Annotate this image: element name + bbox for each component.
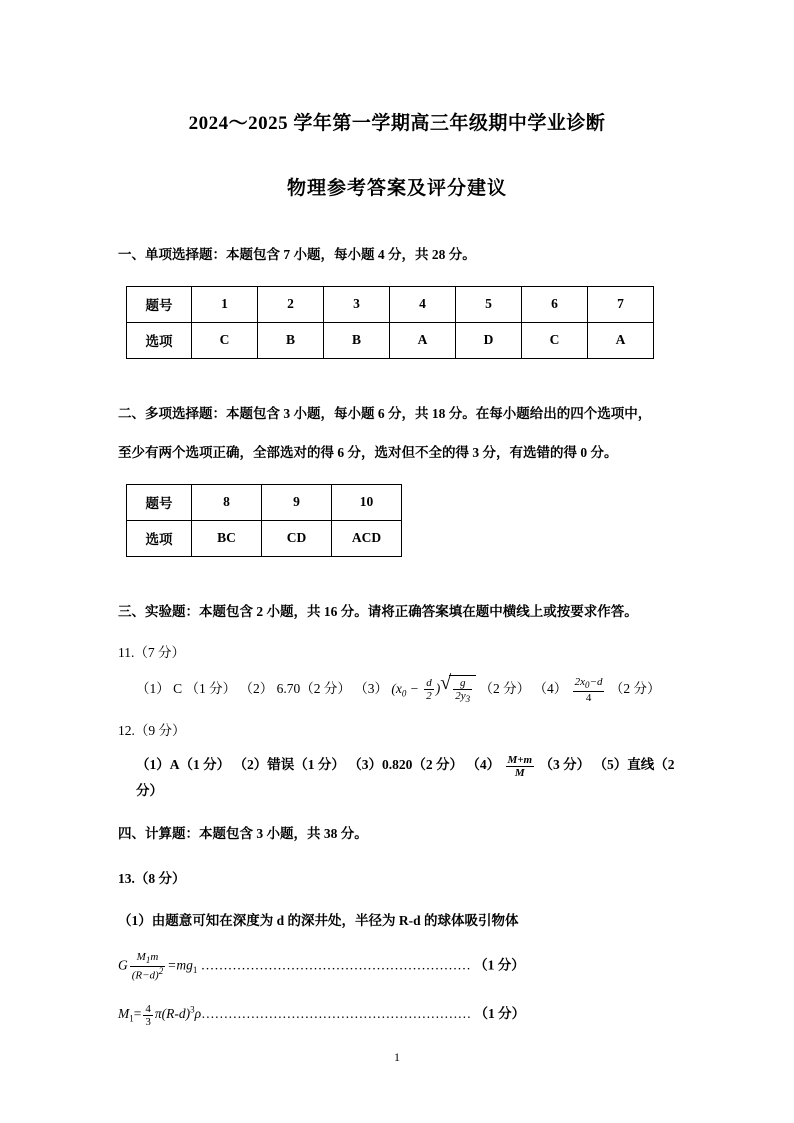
q12-part4 (466, 753, 593, 779)
table-row (127, 484, 402, 520)
eq2-rho: ρ (194, 1006, 202, 1022)
frac-den (453, 690, 472, 705)
q11-part1: （1） C （1 分） (136, 681, 237, 697)
row-label-answer: 选项 (127, 520, 192, 556)
frac-den-text: 2y (455, 689, 466, 702)
frac-num-sub: 1 (145, 955, 151, 966)
answer-5: D (456, 322, 522, 358)
question-11-answers (118, 675, 676, 705)
question-13-equation-2 (118, 1000, 676, 1029)
section-heading-multi-choice-line1: 二、多项选择题：本题包含 3 小题，每小题 6 分，共 18 分。在每小题给出的四个选项中， (118, 405, 652, 421)
answer-8: BC (192, 520, 262, 556)
multi-choice-answer-table (126, 484, 402, 557)
eq2-pi-term: π(R-d) (154, 1006, 191, 1022)
page-title: 2024～2025 学年第一学期高三年级期中学业诊断 (188, 113, 606, 134)
page-subtitle: 物理参考答案及评分建议 (286, 178, 507, 199)
q11-part3-score: （2 分） (479, 681, 531, 697)
answer-6: C (522, 322, 588, 358)
frac-num-rest: −d (589, 675, 603, 688)
q-num-3: 3 (324, 286, 390, 322)
question-11-label: 11.（7 分） (118, 644, 185, 660)
single-choice-answer-table (126, 286, 654, 359)
row-label-question-number: 题号 (127, 484, 192, 520)
fraction-M-plus-m-over-M (506, 754, 535, 779)
answer-4: A (390, 322, 456, 358)
eq2-sup: 3 (190, 1004, 195, 1015)
answer-2: B (258, 322, 324, 358)
frac-num (573, 676, 605, 692)
section-heading-multi-choice-line2: 至少有两个选项正确，全部选对的得 6 分，选对但不全的得 3 分，有选错的得 0 分。 (118, 445, 618, 461)
frac-num: d (426, 677, 432, 690)
expr-close: ) (435, 681, 441, 697)
q11-part4-prefix: （4） (533, 681, 568, 697)
answer-10: ACD (332, 520, 402, 556)
frac-den: 3 (145, 1015, 151, 1028)
frac-num-sub: 0 (585, 680, 590, 691)
frac-den (130, 967, 165, 982)
eq1-tail-sub: 1 (192, 965, 198, 976)
answer-9: CD (262, 520, 332, 556)
eq1-dots: …………………………………………………… (200, 957, 471, 973)
frac-num-text: 2x (574, 675, 586, 688)
frac-num: M+m (507, 753, 533, 766)
q12-part4-score: （3 分） (539, 757, 591, 773)
q-num-5: 5 (456, 286, 522, 322)
question-13-line1: （1）由题意可知在深度为 d 的深井处，半径为 R-d 的球体吸引物体 (118, 913, 519, 929)
eq2-lead-sub: 1 (129, 1013, 134, 1024)
q11-part3-prefix: （3） (354, 681, 389, 697)
fraction-2x0-minus-d-over-4 (573, 676, 605, 704)
frac-den-sup: 2 (158, 966, 164, 977)
section-heading-experiment: 三、实验题：本题包含 2 小题，共 16 分。请将正确答案填在题中横线上或按要求作答。 (118, 603, 638, 619)
frac-num: 4 (145, 1002, 151, 1015)
expr-sub: 0 (401, 688, 407, 699)
row-label-question-number: 题号 (127, 286, 192, 322)
answer-1: C (192, 322, 258, 358)
eq2-equals: = (133, 1006, 142, 1022)
q-num-7: 7 (588, 286, 654, 322)
q-num-8: 8 (192, 484, 262, 520)
q11-part3 (354, 676, 533, 705)
eq1-lead: G (118, 957, 128, 973)
q-num-9: 9 (262, 484, 332, 520)
q11-part2: （2） 6.70（2 分） (239, 681, 351, 697)
frac-den: 2 (426, 690, 432, 703)
page-number: 1 (394, 1050, 400, 1064)
q12-part4-prefix: （4） (466, 757, 501, 773)
eq2-lead: M (118, 1006, 130, 1022)
frac-den-sub: 3 (465, 694, 471, 705)
eq1-tail: =mg (167, 957, 193, 973)
question-12-answers (118, 753, 676, 803)
sqrt-g-over-2y3 (440, 675, 476, 705)
answer-7: A (588, 322, 654, 358)
answer-3: B (324, 322, 390, 358)
q-num-10: 10 (332, 484, 402, 520)
frac-den: 4 (585, 691, 592, 704)
question-13-equation-1 (118, 951, 676, 982)
q12-part2: （2）错误（1 分） (233, 757, 345, 773)
row-label-answer: 选项 (127, 322, 192, 358)
q11-part4-score: （2 分） (609, 681, 661, 697)
q12-part5: （5）直线（2 分） (136, 757, 675, 798)
fraction-M1m-over-R-minus-d-squared (130, 951, 165, 982)
question-12-label: 12.（9 分） (118, 723, 186, 739)
q11-part3-expression (391, 676, 479, 705)
q-num-4: 4 (390, 286, 456, 322)
expr-left: (x (391, 681, 402, 697)
frac-num: √ g (453, 677, 472, 690)
q11-part4 (533, 675, 661, 704)
q12-part1: （1）A（1 分） (136, 757, 231, 773)
frac-den-text: (R−d) (131, 970, 159, 983)
expr-minus: − (409, 681, 419, 697)
table-row (127, 286, 654, 322)
question-13-label: 13.（8 分） (118, 870, 186, 886)
q-num-1: 1 (192, 286, 258, 322)
fraction-d-over-2 (424, 677, 434, 702)
table-row (127, 322, 654, 358)
section-heading-single-choice: 一、单项选择题：本题包含 7 小题，每小题 4 分，共 28 分。 (118, 247, 476, 262)
eq1-score: （1 分） (474, 957, 525, 973)
section-heading-calculation: 四、计算题：本题包含 3 小题，共 38 分。 (118, 826, 368, 842)
frac-den: M (514, 766, 525, 779)
frac-num (130, 951, 165, 967)
frac-num-text: M (136, 951, 146, 964)
q12-part3: （3）0.820（2 分） (348, 757, 463, 773)
fraction-g-over-2y3 (453, 677, 472, 705)
q-num-2: 2 (258, 286, 324, 322)
eq2-dots: …………………………………………………… (201, 1006, 472, 1022)
table-row (127, 520, 402, 556)
frac-num-rest: m (150, 951, 159, 964)
q-num-6: 6 (522, 286, 588, 322)
eq2-score: （1 分） (474, 1006, 526, 1022)
fraction-4-over-3 (143, 1003, 153, 1028)
